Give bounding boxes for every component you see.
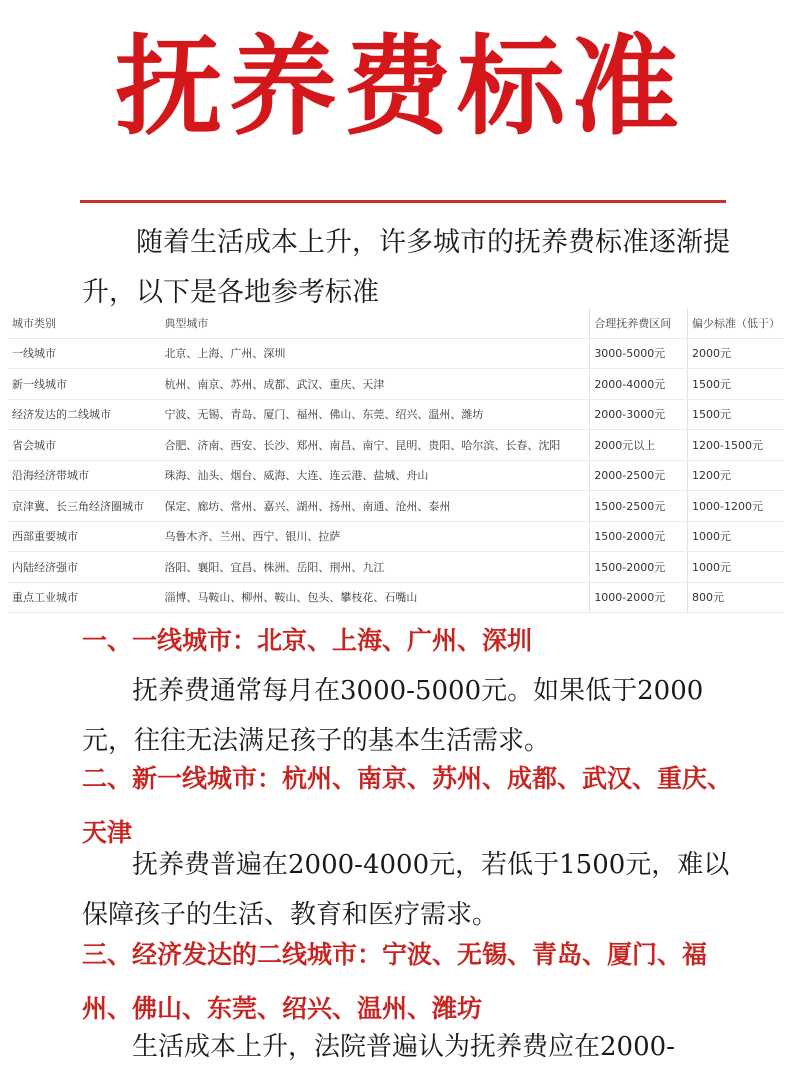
table-row	[8, 430, 784, 461]
header-typical-cities: 典型城市	[160, 308, 589, 338]
cell-cities: 杭州、南京、苏州、成都、武汉、重庆、天津	[160, 369, 589, 400]
cell-range: 2000-3000元	[590, 399, 688, 430]
cell-low: 1000元	[688, 552, 785, 583]
cell-category: 京津冀、长三角经济圈城市	[8, 491, 160, 522]
section-body-tier1: 抚养费通常每月在3000-5000元。如果低于2000元，往往无法满足孩子的基本生活需求。	[82, 676, 704, 756]
cell-range: 1500-2500元	[590, 491, 688, 522]
intro-paragraph: 随着生活成本上升，许多城市的抚养费标准逐渐提升，以下是各地参考标准	[82, 227, 730, 308]
cell-cities: 珠海、汕头、烟台、威海、大连、连云港、盐城、舟山	[160, 460, 589, 491]
section-body-new-tier1: 抚养费普遍在2000-4000元，若低于1500元，难以保障孩子的生活、教育和医疗需求。	[82, 850, 730, 930]
section-body-tier2: 生活成本上升，法院普遍认为抚养费应在2000-	[132, 1032, 675, 1062]
cell-cities: 合肥、济南、西安、长沙、郑州、南昌、南宁、昆明、贵阳、哈尔滨、长春、沈阳	[160, 430, 589, 461]
table-row	[8, 521, 784, 552]
section-heading-new-tier1: 二、新一线城市：杭州、南京、苏州、成都、武汉、重庆、天津	[82, 764, 733, 847]
cell-cities: 保定、廊坊、常州、嘉兴、湖州、扬州、南通、沧州、泰州	[160, 491, 589, 522]
cell-range: 2000-4000元	[590, 369, 688, 400]
cell-range: 2000-2500元	[590, 460, 688, 491]
table-row	[8, 399, 784, 430]
cell-range: 3000-5000元	[590, 338, 688, 369]
table-row	[8, 582, 784, 613]
cell-range: 1500-2000元	[590, 552, 688, 583]
cell-low: 1500元	[688, 369, 785, 400]
cell-category: 内陆经济强市	[8, 552, 160, 583]
table-header-row	[8, 308, 784, 338]
section-heading-tier1: 一、一线城市：北京、上海、广州、深圳	[82, 626, 533, 655]
table-row	[8, 552, 784, 583]
cell-category: 沿海经济带城市	[8, 460, 160, 491]
cell-low: 1200元	[688, 460, 785, 491]
cell-category: 一线城市	[8, 338, 160, 369]
cell-low: 800元	[688, 582, 785, 613]
table-row	[8, 338, 784, 369]
table-row	[8, 460, 784, 491]
section-heading-tier2: 三、经济发达的二线城市：宁波、无锡、青岛、厦门、福州、佛山、东莞、绍兴、温州、潍坊	[82, 940, 708, 1023]
standards-table	[8, 308, 784, 613]
cell-range: 1000-2000元	[590, 582, 688, 613]
cell-cities: 洛阳、襄阳、宜昌、株洲、岳阳、荆州、九江	[160, 552, 589, 583]
cell-category: 新一线城市	[8, 369, 160, 400]
cell-low: 1500元	[688, 399, 785, 430]
cell-range: 2000元以上	[590, 430, 688, 461]
cell-category: 西部重要城市	[8, 521, 160, 552]
cell-low: 1000-1200元	[688, 491, 785, 522]
cell-category: 经济发达的二线城市	[8, 399, 160, 430]
table-row	[8, 491, 784, 522]
cell-category: 省会城市	[8, 430, 160, 461]
page-title: 抚养费标准	[114, 24, 685, 150]
header-reasonable-range: 合理抚养费区间	[590, 308, 688, 338]
cell-low: 1000元	[688, 521, 785, 552]
cell-range: 1500-2000元	[590, 521, 688, 552]
header-city-category: 城市类别	[8, 308, 160, 338]
cell-cities: 北京、上海、广州、深圳	[160, 338, 589, 369]
cell-category: 重点工业城市	[8, 582, 160, 613]
cell-cities: 乌鲁木齐、兰州、西宁、银川、拉萨	[160, 521, 589, 552]
title-divider	[80, 200, 726, 203]
header-low-standard: 偏少标准（低于）	[688, 308, 785, 338]
cell-cities: 淄博、马鞍山、柳州、鞍山、包头、攀枝花、石嘴山	[160, 582, 589, 613]
cell-low: 2000元	[688, 338, 785, 369]
table-row	[8, 369, 784, 400]
cell-cities: 宁波、无锡、青岛、厦门、福州、佛山、东莞、绍兴、温州、潍坊	[160, 399, 589, 430]
cell-low: 1200-1500元	[688, 430, 785, 461]
